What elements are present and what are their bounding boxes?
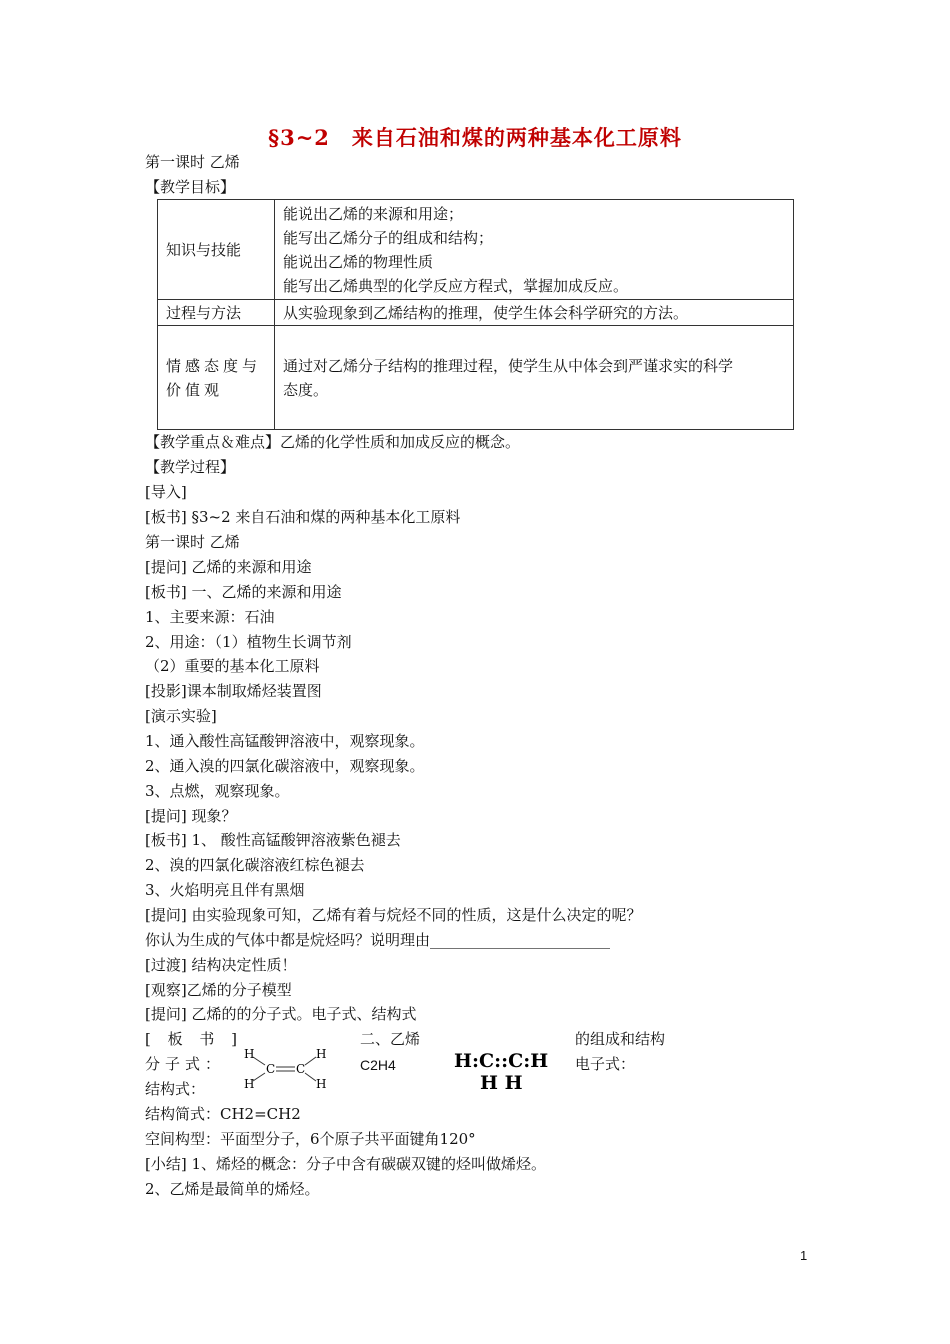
goal-item: 通过对乙烯分子结构的推理过程，使学生从中体会到严谨求实的科学 bbox=[283, 356, 734, 375]
atom-c: C bbox=[266, 1062, 276, 1076]
structural-formula bbox=[240, 1044, 330, 1092]
process-line: [提问] 现象？ bbox=[145, 807, 237, 825]
summary-line: 2、乙烯是最简单的烯烃。 bbox=[145, 1180, 320, 1198]
goals-content-attitude bbox=[275, 326, 794, 430]
process-line: [提问] 乙烯的来源和用途 bbox=[145, 558, 312, 576]
goals-content-knowledge bbox=[275, 200, 794, 300]
goals-heading: 【教学目标】 bbox=[145, 178, 236, 196]
spatial-structure: 空间构型：平面型分子，6个原子共平面键角120° bbox=[145, 1130, 476, 1148]
process-line: [板书] 一、乙烯的来源和用途 bbox=[145, 583, 342, 601]
process-line: （2）重要的基本化工原料 bbox=[145, 657, 320, 675]
simple-structure: 结构简式：CH2=CH2 bbox=[145, 1105, 301, 1123]
process-line: [板书] §3~2 来自石油和煤的两种基本化工原料 bbox=[145, 508, 461, 526]
process-line: [提问] 乙烯的的分子式。电子式、结构式 bbox=[145, 1005, 417, 1023]
goals-label-knowledge: 知识与技能 bbox=[158, 200, 275, 300]
process-line: [投影]课本制取烯烃装置图 bbox=[145, 682, 322, 700]
electron-label: 电子式： bbox=[575, 1055, 636, 1073]
process-line: 第一课时 乙烯 bbox=[145, 533, 240, 551]
structure-label: 结构式： bbox=[145, 1080, 206, 1098]
process-line: 2、溴的四氯化碳溶液红棕色褪去 bbox=[145, 856, 365, 874]
atom-h: H bbox=[316, 1077, 327, 1091]
electron-formula bbox=[452, 1044, 557, 1092]
process-line: [观察]乙烯的分子模型 bbox=[145, 981, 292, 999]
goals-row-process bbox=[158, 300, 794, 326]
goals-label-process: 过程与方法 bbox=[158, 300, 275, 326]
single-bond bbox=[253, 1073, 265, 1081]
atom-h: H bbox=[316, 1047, 327, 1061]
electron-formula-main: H:C::C:H bbox=[454, 1050, 549, 1072]
atom-h: H bbox=[244, 1047, 255, 1061]
process-line: [板书] 1、 酸性高锰酸钾溶液紫色褪去 bbox=[145, 831, 401, 849]
process-line: 3、点燃，观察现象。 bbox=[145, 782, 290, 800]
process-line: 3、火焰明亮且伴有黑烟 bbox=[145, 881, 305, 899]
board-section: 二、乙烯 bbox=[360, 1030, 421, 1048]
board-prefix: [ 板 书 ] bbox=[145, 1030, 244, 1048]
goal-item: 能写出乙烯典型的化学反应方程式，掌握加成反应。 bbox=[283, 276, 629, 295]
process-line: [导入] bbox=[145, 483, 187, 501]
goal-item: 态度。 bbox=[283, 380, 329, 399]
goals-row-attitude bbox=[158, 326, 794, 430]
document-title: §3~2 来自石油和煤的两种基本化工原料 bbox=[268, 125, 682, 150]
molecular-formula: C2H4 bbox=[360, 1057, 396, 1073]
goal-item: 能说出乙烯的来源和用途； bbox=[283, 204, 464, 223]
goal-item: 能写出乙烯分子的组成和结构； bbox=[283, 228, 494, 247]
process-line: 2、通入溴的四氯化碳溶液中，观察现象。 bbox=[145, 757, 425, 775]
process-line: [过渡] 结构决定性质！ bbox=[145, 956, 297, 974]
goals-label-attitude bbox=[158, 326, 275, 430]
process-line: [演示实验] bbox=[145, 707, 217, 725]
process-line: 1、通入酸性高锰酸钾溶液中，观察现象。 bbox=[145, 732, 425, 750]
goals-label-line: 情感态度与 bbox=[166, 356, 262, 375]
process-line: 2、用途：（1）植物生长调节剂 bbox=[145, 633, 352, 651]
goals-row-knowledge bbox=[158, 200, 794, 300]
atom-c: C bbox=[296, 1062, 306, 1076]
key-points: 【教学重点＆难点】乙烯的化学性质和加成反应的概念。 bbox=[145, 433, 521, 451]
goals-label-line: 价值观 bbox=[166, 380, 224, 399]
board-suffix: 的组成和结构 bbox=[575, 1030, 666, 1048]
process-heading: 【教学过程】 bbox=[145, 458, 236, 476]
goals-table bbox=[157, 199, 794, 430]
atom-h: H bbox=[244, 1077, 255, 1091]
process-line: [提问] 由实验现象可知，乙烯有着与烷烃不同的性质，这是什么决定的呢？ bbox=[145, 906, 642, 924]
summary-line: [小结] 1、烯烃的概念：分子中含有碳碳双键的烃叫做烯烃。 bbox=[145, 1155, 547, 1173]
single-bond bbox=[305, 1057, 316, 1065]
single-bond bbox=[305, 1073, 316, 1081]
page-number: 1 bbox=[800, 1248, 808, 1263]
lesson-subtitle: 第一课时 乙烯 bbox=[145, 153, 240, 171]
process-line: 1、主要来源：石油 bbox=[145, 608, 275, 626]
goal-item: 能说出乙烯的物理性质 bbox=[283, 252, 434, 271]
single-bond bbox=[253, 1057, 265, 1065]
formula-label: 分子式： bbox=[145, 1055, 226, 1073]
electron-formula-bottom: H H bbox=[480, 1072, 523, 1092]
process-line: 你认为生成的气体中都是烷烃吗？说明理由________________________ bbox=[145, 931, 611, 949]
goal-item: 从实验现象到乙烯结构的推理，使学生体会科学研究的方法。 bbox=[275, 300, 794, 326]
